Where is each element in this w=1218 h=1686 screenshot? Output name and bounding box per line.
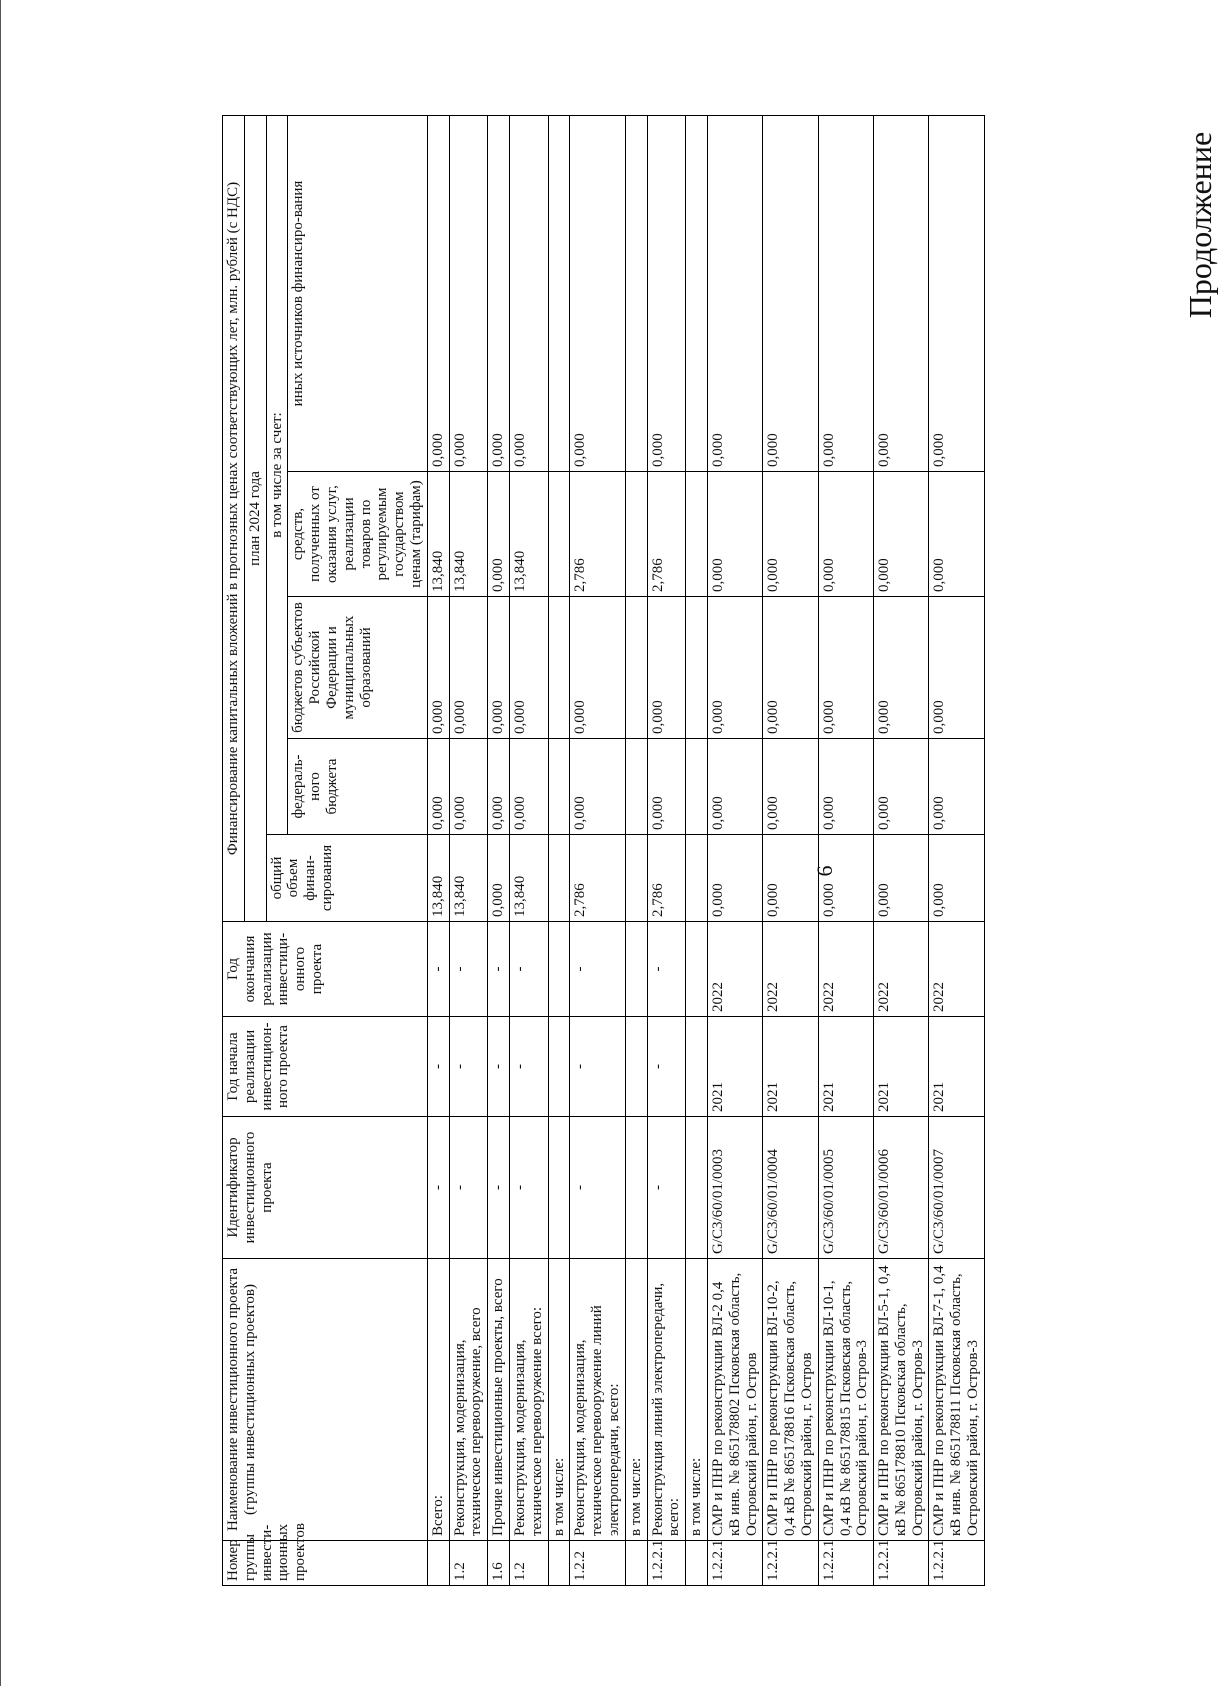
total-volume-cell: 2,786	[647, 835, 686, 922]
total-volume-cell: 0,000	[929, 835, 984, 922]
project-name-cell: СМР и ПНР по реконструкции ВЛ-7-1, 0,4 кВ инв. № 865178811 Псковская область, Островский район, г. Остров-3	[929, 1259, 984, 1541]
start-year-cell: -	[570, 1017, 625, 1117]
regional-budget-cell: 0,000	[449, 597, 488, 739]
group-number-cell: 1.2.2.1	[818, 1541, 873, 1586]
federal-budget-cell: 0,000	[488, 739, 510, 835]
empty-cell	[625, 1117, 647, 1259]
project-name-cell: СМР и ПНР по реконструкции ВЛ-5-1, 0,4 кВ № 865178810 Псковская область, Островский район, г. Остров-3	[874, 1259, 929, 1541]
federal-budget-cell: 0,000	[707, 739, 762, 835]
empty-cell	[686, 739, 708, 835]
investment-table	[222, 115, 985, 1586]
project-name-cell: СМР и ПНР по реконструкции ВЛ-10-1, 0,4 кВ № 865178815 Псковская область, Островский район, г. Остров-3	[818, 1259, 873, 1541]
group-number-cell: 1.6	[488, 1541, 510, 1586]
regional-budget-cell: 0,000	[707, 597, 762, 739]
other-sources-cell: 0,000	[488, 115, 510, 471]
total-volume-cell: 0,000	[874, 835, 929, 922]
empty-cell	[548, 739, 570, 835]
table-row	[647, 115, 686, 1585]
table-row	[488, 115, 510, 1585]
empty-cell	[686, 115, 708, 471]
header-group-number: Номер группы инвести-ционных проектов	[223, 1541, 428, 1586]
regional-budget-cell: 0,000	[509, 597, 548, 739]
project-name-cell: в том числе:	[686, 1259, 708, 1541]
empty-cell	[625, 739, 647, 835]
project-name-cell: в том числе:	[625, 1259, 647, 1541]
federal-budget-cell: 0,000	[427, 739, 449, 835]
identifier-cell: G/C3/60/01/0006	[874, 1117, 929, 1259]
header-plan-year: план 2024 года	[244, 115, 266, 921]
regional-budget-cell: 0,000	[874, 597, 929, 739]
start-year-cell: 2021	[707, 1017, 762, 1117]
empty-cell	[548, 597, 570, 739]
other-sources-cell: 0,000	[647, 115, 686, 471]
project-name-cell: Всего:	[427, 1259, 449, 1541]
empty-cell	[548, 1017, 570, 1117]
start-year-cell: 2021	[818, 1017, 873, 1117]
end-year-cell: -	[427, 922, 449, 1017]
tariff-funds-cell: 0,000	[763, 472, 818, 597]
group-number-cell: 1.2.2.1	[874, 1541, 929, 1586]
federal-budget-cell: 0,000	[509, 739, 548, 835]
project-name-cell: СМР и ПНР по реконструкции ВЛ-2 0,4 кВ инв. № 865178802 Псковская область, Островский район, г. Остров	[707, 1259, 762, 1541]
tariff-funds-cell: 0,000	[929, 472, 984, 597]
empty-cell	[686, 835, 708, 922]
header-project-name: Наименование инвестиционного проекта (группы инвестиционных проектов)	[223, 1259, 428, 1541]
regional-budget-cell: 0,000	[427, 597, 449, 739]
identifier-cell: -	[488, 1117, 510, 1259]
start-year-cell: -	[449, 1017, 488, 1117]
header-total-volume: общий объем финан-сирования	[266, 835, 427, 922]
total-volume-cell: 2,786	[570, 835, 625, 922]
rotated-table-container	[222, 116, 1064, 1586]
tariff-funds-cell: 13,840	[509, 472, 548, 597]
identifier-cell: -	[427, 1117, 449, 1259]
end-year-cell: 2022	[763, 922, 818, 1017]
empty-cell	[686, 472, 708, 597]
identifier-cell: G/C3/60/01/0003	[707, 1117, 762, 1259]
regional-budget-cell: 0,000	[929, 597, 984, 739]
table-row	[427, 115, 449, 1585]
group-number-cell: 1.2.2	[570, 1541, 625, 1586]
total-volume-cell: 0,000	[763, 835, 818, 922]
empty-cell	[625, 922, 647, 1017]
regional-budget-cell: 0,000	[488, 597, 510, 739]
regional-budget-cell: 0,000	[818, 597, 873, 739]
group-number-cell: 1.2.2.1	[763, 1541, 818, 1586]
empty-cell	[548, 835, 570, 922]
tariff-funds-cell: 0,000	[818, 472, 873, 597]
federal-budget-cell: 0,000	[818, 739, 873, 835]
federal-budget-cell: 0,000	[929, 739, 984, 835]
header-start-year: Год начала реализации инвестицион-ного проекта	[223, 1017, 428, 1117]
identifier-cell: G/C3/60/01/0004	[763, 1117, 818, 1259]
federal-budget-cell: 0,000	[647, 739, 686, 835]
project-name-cell: Реконструкция, модернизация, техническое перевооружение всего:	[509, 1259, 548, 1541]
start-year-cell: -	[509, 1017, 548, 1117]
tariff-funds-cell: 0,000	[488, 472, 510, 597]
regional-budget-cell: 0,000	[763, 597, 818, 739]
empty-cell	[625, 835, 647, 922]
total-volume-cell: 13,840	[449, 835, 488, 922]
end-year-cell: 2022	[818, 922, 873, 1017]
end-year-cell: 2022	[707, 922, 762, 1017]
page-number: 6	[812, 865, 837, 877]
project-name-cell: Прочие инвестиционные проекты, всего	[488, 1259, 510, 1541]
end-year-cell: -	[570, 922, 625, 1017]
other-sources-cell: 0,000	[427, 115, 449, 471]
empty-cell	[625, 472, 647, 597]
header-including: в том числе за счет:	[266, 115, 288, 834]
project-name-cell: Реконструкция линий электропередачи, всего:	[647, 1259, 686, 1541]
federal-budget-cell: 0,000	[449, 739, 488, 835]
table-row	[763, 115, 818, 1585]
identifier-cell: G/C3/60/01/0005	[818, 1117, 873, 1259]
tariff-funds-cell: 13,840	[427, 472, 449, 597]
identifier-cell: -	[509, 1117, 548, 1259]
start-year-cell: -	[488, 1017, 510, 1117]
federal-budget-cell: 0,000	[570, 739, 625, 835]
header-regional: бюджетов субъектов Российской Федерации и муниципальных образований	[288, 597, 427, 739]
group-number-cell	[625, 1541, 647, 1586]
empty-cell	[686, 1117, 708, 1259]
header-federal: федераль-ного бюджета	[288, 739, 427, 835]
end-year-cell: -	[449, 922, 488, 1017]
empty-cell	[625, 1017, 647, 1117]
total-volume-cell: 0,000	[707, 835, 762, 922]
total-volume-cell: 0,000	[818, 835, 873, 922]
subheading-row	[548, 115, 570, 1585]
end-year-cell: 2022	[929, 922, 984, 1017]
identifier-cell: -	[570, 1117, 625, 1259]
project-name-cell: в том числе:	[548, 1259, 570, 1541]
empty-cell	[548, 922, 570, 1017]
total-volume-cell: 0,000	[488, 835, 510, 922]
total-volume-cell: 13,840	[509, 835, 548, 922]
other-sources-cell: 0,000	[763, 115, 818, 471]
regional-budget-cell: 0,000	[647, 597, 686, 739]
other-sources-cell: 0,000	[707, 115, 762, 471]
start-year-cell: 2021	[763, 1017, 818, 1117]
empty-cell	[686, 1017, 708, 1117]
group-number-cell	[427, 1541, 449, 1586]
table-row	[509, 115, 548, 1585]
end-year-cell: 2022	[874, 922, 929, 1017]
start-year-cell: 2021	[874, 1017, 929, 1117]
subheading-row	[625, 115, 647, 1585]
table-row	[818, 115, 873, 1585]
tariff-funds-cell: 0,000	[707, 472, 762, 597]
other-sources-cell: 0,000	[509, 115, 548, 471]
other-sources-cell: 0,000	[570, 115, 625, 471]
table-body	[427, 115, 984, 1585]
group-number-cell	[686, 1541, 708, 1586]
header-tariff: средств, полученных от оказания услуг, реализации товаров по регулируемым государством ценам (тарифам)	[288, 472, 427, 597]
scan-edge	[0, 0, 1, 1686]
federal-budget-cell: 0,000	[874, 739, 929, 835]
other-sources-cell: 0,000	[449, 115, 488, 471]
table-row	[570, 115, 625, 1585]
table-row	[874, 115, 929, 1585]
group-number-cell: 1.2	[509, 1541, 548, 1586]
empty-cell	[548, 1117, 570, 1259]
end-year-cell: -	[647, 922, 686, 1017]
group-number-cell: 1.2	[449, 1541, 488, 1586]
identifier-cell: G/C3/60/01/0007	[929, 1117, 984, 1259]
table-row	[707, 115, 762, 1585]
federal-budget-cell: 0,000	[763, 739, 818, 835]
tariff-funds-cell: 2,786	[570, 472, 625, 597]
tariff-funds-cell: 0,000	[874, 472, 929, 597]
group-number-cell: 1.2.2.1	[929, 1541, 984, 1586]
start-year-cell: -	[647, 1017, 686, 1117]
end-year-cell: -	[509, 922, 548, 1017]
tariff-funds-cell: 2,786	[647, 472, 686, 597]
subheading-row	[686, 115, 708, 1585]
group-number-cell: 1.2.2.1	[707, 1541, 762, 1586]
header-other: иных источников финансиро-вания	[288, 115, 427, 471]
project-name-cell: Реконструкция, модернизация, техническое перевооружение линий электропередачи, всего:	[570, 1259, 625, 1541]
start-year-cell: -	[427, 1017, 449, 1117]
identifier-cell: -	[647, 1117, 686, 1259]
header-identifier: Идентификатор инвестиционного проекта	[223, 1117, 428, 1259]
identifier-cell: -	[449, 1117, 488, 1259]
empty-cell	[625, 597, 647, 739]
end-year-cell: -	[488, 922, 510, 1017]
other-sources-cell: 0,000	[818, 115, 873, 471]
regional-budget-cell: 0,000	[570, 597, 625, 739]
group-number-cell: 1.2.2.1	[647, 1541, 686, 1586]
table-row	[449, 115, 488, 1585]
empty-cell	[548, 115, 570, 471]
other-sources-cell: 0,000	[929, 115, 984, 471]
project-name-cell: Реконструкция, модернизация, техническое перевооружение, всего	[449, 1259, 488, 1541]
tariff-funds-cell: 13,840	[449, 472, 488, 597]
empty-cell	[686, 597, 708, 739]
other-sources-cell: 0,000	[874, 115, 929, 471]
project-name-cell: СМР и ПНР по реконструкции ВЛ-10-2, 0,4 кВ № 865178816 Псковская область, Островский район, г. Остров	[763, 1259, 818, 1541]
table-row	[929, 115, 984, 1585]
empty-cell	[548, 472, 570, 597]
group-number-cell	[548, 1541, 570, 1586]
start-year-cell: 2021	[929, 1017, 984, 1117]
header-end-year: Год окончания реализации инвестици-онного проекта	[223, 922, 428, 1017]
empty-cell	[686, 922, 708, 1017]
continuation-label: Продолжение	[1182, 131, 1218, 319]
header-financing: Финансирование капитальных вложений в прогнозных ценах соответствующих лет, млн. рублей (с НДС)	[223, 115, 245, 921]
empty-cell	[625, 115, 647, 471]
total-volume-cell: 13,840	[427, 835, 449, 922]
